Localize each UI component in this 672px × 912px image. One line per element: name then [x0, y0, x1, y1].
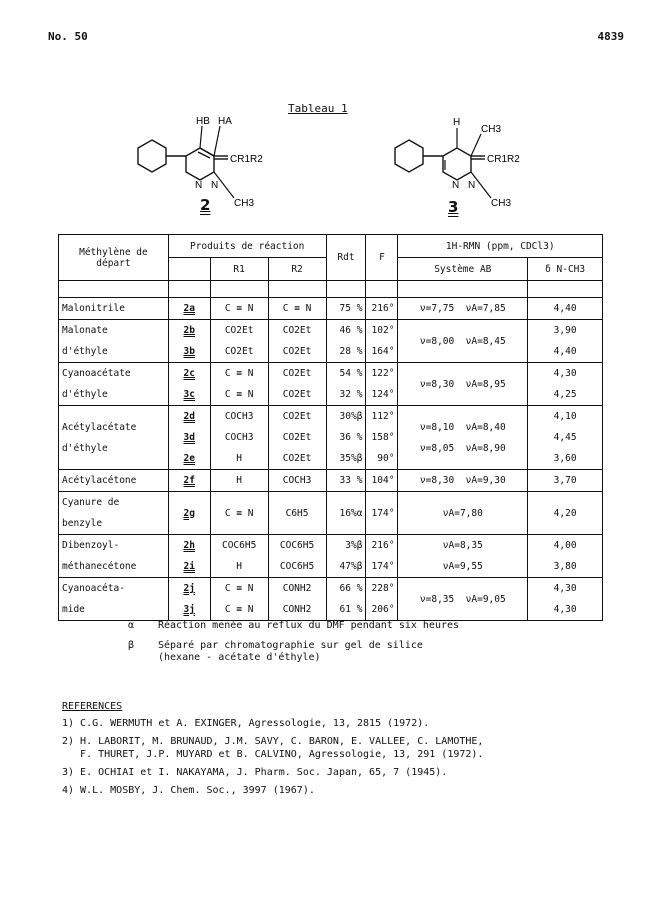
nch3-value: 4,30	[553, 368, 577, 379]
r1-value: C ≡ N	[224, 583, 254, 594]
reference-2-line-1: 2) H. LABORIT, M. BRUNAUD, J.M. SAVY, C. BARON, E. VALLEE, C. LAMOTHE,	[62, 736, 484, 747]
r1-value: C ≡ N	[224, 303, 254, 314]
r2-value: CONH2	[282, 604, 312, 615]
rdt-value: 33 %	[339, 475, 363, 486]
header-blank	[168, 258, 210, 281]
table-row	[59, 320, 603, 363]
methylene-name-line: mide	[62, 604, 85, 615]
ab-cell	[398, 535, 528, 578]
r1-cell	[210, 320, 268, 363]
compound-value: 3c	[183, 389, 195, 400]
ab-value: νA=7,80	[442, 507, 483, 519]
ab-value: ν=8,10 νA=8,40	[419, 421, 506, 433]
r2-value: CO2Et	[282, 389, 312, 400]
table-row	[59, 298, 603, 320]
methylene-name-line: Cyanure de	[62, 497, 120, 508]
r1-value: C ≡ N	[224, 389, 254, 400]
r1-cell	[210, 492, 268, 535]
reference-2-line-2: F. THURET, J.P. MUYARD et B. CALVINO, Agressologie, 13, 291 (1972).	[62, 749, 484, 760]
results-table-body	[59, 298, 603, 621]
nch3-value: 4,40	[553, 346, 577, 357]
journal-issue-number: No. 50	[48, 30, 88, 43]
header-nch3: δ N-CH3	[528, 258, 603, 281]
methylene-name-line: benzyle	[62, 518, 103, 529]
reference-1: 1) C.G. WERMUTH et A. EXINGER, Agressologie, 13, 2815 (1972).	[62, 718, 430, 729]
rdt-value: 54 %	[339, 368, 363, 379]
r2-cell	[268, 406, 326, 470]
r2-value: CO2Et	[282, 325, 312, 336]
compound-cell	[168, 363, 210, 406]
methylene-name	[59, 406, 169, 470]
compound-value: 3j	[183, 604, 195, 615]
table-row	[59, 363, 603, 406]
r2-value: C ≡ N	[282, 303, 312, 314]
header-f: F	[366, 235, 398, 281]
rdt-value: 47%β	[339, 561, 363, 572]
ab-cell	[398, 492, 528, 535]
ab-value: ν=8,30 νA=9,30	[419, 475, 506, 486]
structure-3-atom-h: H	[453, 117, 461, 128]
ab-value: ν=8,00 νA=8,45	[419, 335, 506, 347]
r2-value: CO2Et	[282, 368, 312, 379]
structure-2-label: 2	[200, 196, 211, 214]
r2-value: COCH3	[282, 475, 312, 486]
f-value: 174°	[371, 507, 395, 519]
r1-cell	[210, 363, 268, 406]
compound-value: 2b	[183, 325, 195, 336]
f-cell	[366, 470, 398, 492]
f-cell	[366, 320, 398, 363]
ab-value: ν=8,35 νA=9,05	[419, 593, 506, 605]
f-value: 164°	[371, 346, 395, 357]
ab-value: ν=8,30 νA=8,95	[419, 378, 506, 390]
r2-value: COC6H5	[279, 561, 315, 572]
rdt-cell	[326, 406, 366, 470]
header-rmn: 1H-RMN (ppm, CDCl3)	[398, 235, 603, 258]
r2-value: CO2Et	[282, 411, 312, 422]
r1-cell	[210, 578, 268, 621]
f-cell	[366, 406, 398, 470]
f-value: 216°	[371, 303, 395, 314]
footnote-text: Séparé par chromatographie sur gel de silice	[158, 640, 423, 651]
f-cell	[366, 578, 398, 621]
structure-2-atom-cr1r2: CR1R2	[230, 154, 263, 165]
rdt-value: 36 %	[339, 432, 363, 443]
f-value: 216°	[371, 540, 395, 551]
rdt-value: 46 %	[339, 325, 363, 336]
r1-value: COCH3	[224, 432, 254, 443]
table-row	[59, 470, 603, 492]
methylene-name	[59, 363, 169, 406]
r1-cell	[210, 470, 268, 492]
table-row	[59, 535, 603, 578]
f-value: 158°	[371, 432, 395, 443]
footnote-text: Réaction menée au reflux du DMF pendant six heures	[158, 620, 460, 631]
table-row	[59, 406, 603, 470]
rdt-cell	[326, 470, 366, 492]
nch3-cell	[528, 492, 603, 535]
f-value: 102°	[371, 325, 395, 336]
methylene-name-line: Malonate	[62, 325, 108, 336]
ab-cell	[398, 578, 528, 621]
f-value: 228°	[371, 583, 395, 594]
f-cell	[366, 298, 398, 320]
structure-2-atom-n2: N	[211, 180, 219, 191]
footnote-symbol: α	[128, 620, 135, 631]
methylene-name-line: Acétylacétate	[62, 421, 137, 433]
rdt-value: 35%β	[339, 453, 363, 464]
structure-3-diagram	[385, 112, 560, 212]
structure-2-atom-ha: HA	[218, 116, 232, 127]
nch3-cell	[528, 470, 603, 492]
r2-value: CO2Et	[282, 453, 312, 464]
methylene-name-line: méthanecétone	[62, 561, 137, 572]
methylene-name-line: Dibenzoyl-	[62, 540, 120, 551]
rdt-cell	[326, 492, 366, 535]
r1-value: H	[236, 561, 242, 572]
methylene-name	[59, 470, 169, 492]
nch3-value: 3,60	[553, 453, 577, 464]
r1-value: C ≡ N	[224, 507, 254, 519]
methylene-name	[59, 492, 169, 535]
ab-value: ν=7,75 νA=7,85	[419, 303, 506, 314]
r1-value: C ≡ N	[224, 604, 254, 615]
compound-cell	[168, 492, 210, 535]
nch3-cell	[528, 535, 603, 578]
nch3-value: 4,30	[553, 583, 577, 594]
methylene-name	[59, 298, 169, 320]
results-table	[58, 234, 603, 621]
nch3-value: 4,45	[553, 432, 577, 443]
table-row	[59, 492, 603, 535]
f-value: 122°	[371, 368, 395, 379]
methylene-name	[59, 535, 169, 578]
r2-cell	[268, 578, 326, 621]
f-cell	[366, 492, 398, 535]
nch3-value: 3,70	[553, 475, 577, 486]
r2-cell	[268, 492, 326, 535]
r1-value: C ≡ N	[224, 368, 254, 379]
table-title: Tableau 1	[288, 102, 348, 115]
methylene-name-line: Malonitrile	[62, 303, 125, 314]
f-value: 90°	[377, 453, 395, 464]
nch3-cell	[528, 406, 603, 470]
page-number: 4839	[597, 30, 624, 43]
nch3-cell	[528, 320, 603, 363]
nch3-value: 4,30	[553, 604, 577, 615]
rdt-cell	[326, 363, 366, 406]
f-value: 104°	[371, 475, 395, 486]
ab-cell	[398, 320, 528, 363]
compound-cell	[168, 298, 210, 320]
methylene-name	[59, 320, 169, 363]
f-cell	[366, 535, 398, 578]
ab-value: νA=8,35	[442, 540, 483, 551]
ab-cell	[398, 298, 528, 320]
methylene-name-line: d'éthyle	[62, 389, 108, 400]
compound-value: 2a	[183, 303, 195, 314]
r1-cell	[210, 535, 268, 578]
rdt-cell	[326, 320, 366, 363]
compound-value: 2h	[183, 540, 195, 551]
r2-cell	[268, 535, 326, 578]
r2-cell	[268, 320, 326, 363]
r2-value: CONH2	[282, 583, 312, 594]
nch3-value: 3,90	[553, 325, 577, 336]
ab-cell	[398, 470, 528, 492]
methylene-name-line: Cyanoacétate	[62, 368, 131, 379]
methylene-name	[59, 578, 169, 621]
r2-value: CO2Et	[282, 432, 312, 443]
rdt-value: 3%β	[345, 540, 363, 551]
r1-value: COCH3	[224, 411, 254, 422]
f-value: 112°	[371, 411, 395, 422]
r2-value: C6H5	[285, 507, 309, 519]
r2-value: CO2Et	[282, 346, 312, 357]
r1-value: H	[236, 453, 242, 464]
r2-cell	[268, 363, 326, 406]
r1-value: H	[236, 475, 242, 486]
r1-value: CO2Et	[224, 346, 254, 357]
rdt-value: 30%β	[339, 411, 363, 422]
header-ab: Système AB	[398, 258, 528, 281]
rdt-value: 66 %	[339, 583, 363, 594]
methylene-name-line: d'éthyle	[62, 346, 108, 357]
reference-4: 4) W.L. MOSBY, J. Chem. Soc., 3997 (1967).	[62, 785, 315, 796]
table-row	[59, 578, 603, 621]
structure-3-atom-ch3-top: CH3	[481, 124, 502, 135]
r1-value: COC6H5	[221, 540, 257, 551]
rdt-cell	[326, 298, 366, 320]
header-r2: R2	[268, 258, 326, 281]
f-value: 206°	[371, 604, 395, 615]
header-r1: R1	[210, 258, 268, 281]
structure-3-atom-n2: N	[468, 180, 476, 191]
structure-3-atom-cr1r2: CR1R2	[487, 154, 520, 165]
r1-cell	[210, 298, 268, 320]
compound-cell	[168, 406, 210, 470]
f-cell	[366, 363, 398, 406]
structure-2-atom-hb: HB	[196, 116, 210, 127]
compound-cell	[168, 535, 210, 578]
rdt-value: 61 %	[339, 604, 363, 615]
rdt-value: 28 %	[339, 346, 363, 357]
compound-value: 2c	[183, 368, 195, 379]
compound-value: 2f	[183, 475, 195, 486]
nch3-cell	[528, 363, 603, 406]
f-value: 174°	[371, 561, 395, 572]
structure-2-diagram	[128, 112, 298, 212]
ab-cell	[398, 406, 528, 470]
compound-cell	[168, 470, 210, 492]
compound-value: 2i	[183, 561, 195, 572]
compound-value: 3b	[183, 346, 195, 357]
rdt-cell	[326, 535, 366, 578]
footnote-text: (hexane - acétate d'éthyle)	[158, 652, 321, 663]
structure-3-label: 3	[448, 198, 459, 216]
r2-cell	[268, 470, 326, 492]
nch3-cell	[528, 298, 603, 320]
nch3-value: 4,10	[553, 411, 577, 422]
references-heading: REFERENCES	[62, 701, 123, 712]
r1-cell	[210, 406, 268, 470]
reference-3: 3) E. OCHIAI et I. NAKAYAMA, J. Pharm. Soc. Japan, 65, 7 (1945).	[62, 767, 448, 778]
rdt-value: 75 %	[339, 303, 363, 314]
rdt-value: 32 %	[339, 389, 363, 400]
structure-2-atom-n1: N	[195, 180, 203, 191]
compound-cell	[168, 578, 210, 621]
structure-3-atom-ch3: CH3	[491, 198, 512, 209]
methylene-name-line: Cyanoacéta-	[62, 583, 125, 594]
footnote-symbol: β	[128, 640, 135, 651]
header-rdt: Rdt	[326, 235, 366, 281]
compound-value: 2g	[183, 507, 195, 519]
f-value: 124°	[371, 389, 395, 400]
ab-value: νA=9,55	[442, 561, 483, 572]
ab-value: ν=8,05 νA=8,90	[419, 442, 506, 454]
structure-3-atom-n1: N	[452, 180, 460, 191]
r2-value: COC6H5	[279, 540, 315, 551]
header-produits: Produits de réaction	[168, 235, 326, 258]
methylene-name-line: Acétylacétone	[62, 475, 137, 486]
r2-cell	[268, 298, 326, 320]
compound-value: 2j	[183, 583, 195, 594]
compound-value: 2d	[183, 411, 195, 422]
r1-value: CO2Et	[224, 325, 254, 336]
ab-cell	[398, 363, 528, 406]
nch3-value: 4,20	[553, 507, 577, 519]
rdt-cell	[326, 578, 366, 621]
nch3-value: 4,40	[553, 303, 577, 314]
header-methylene: Méthylène de départ	[59, 235, 169, 281]
methylene-name-line: d'éthyle	[62, 442, 108, 454]
nch3-value: 4,25	[553, 389, 577, 400]
rdt-value: 16%α	[339, 507, 363, 519]
nch3-cell	[528, 578, 603, 621]
compound-value: 2e	[183, 453, 195, 464]
nch3-value: 4,00	[553, 540, 577, 551]
compound-value: 3d	[183, 432, 195, 443]
compound-cell	[168, 320, 210, 363]
structure-2-atom-ch3: CH3	[234, 198, 255, 209]
nch3-value: 3,80	[553, 561, 577, 572]
